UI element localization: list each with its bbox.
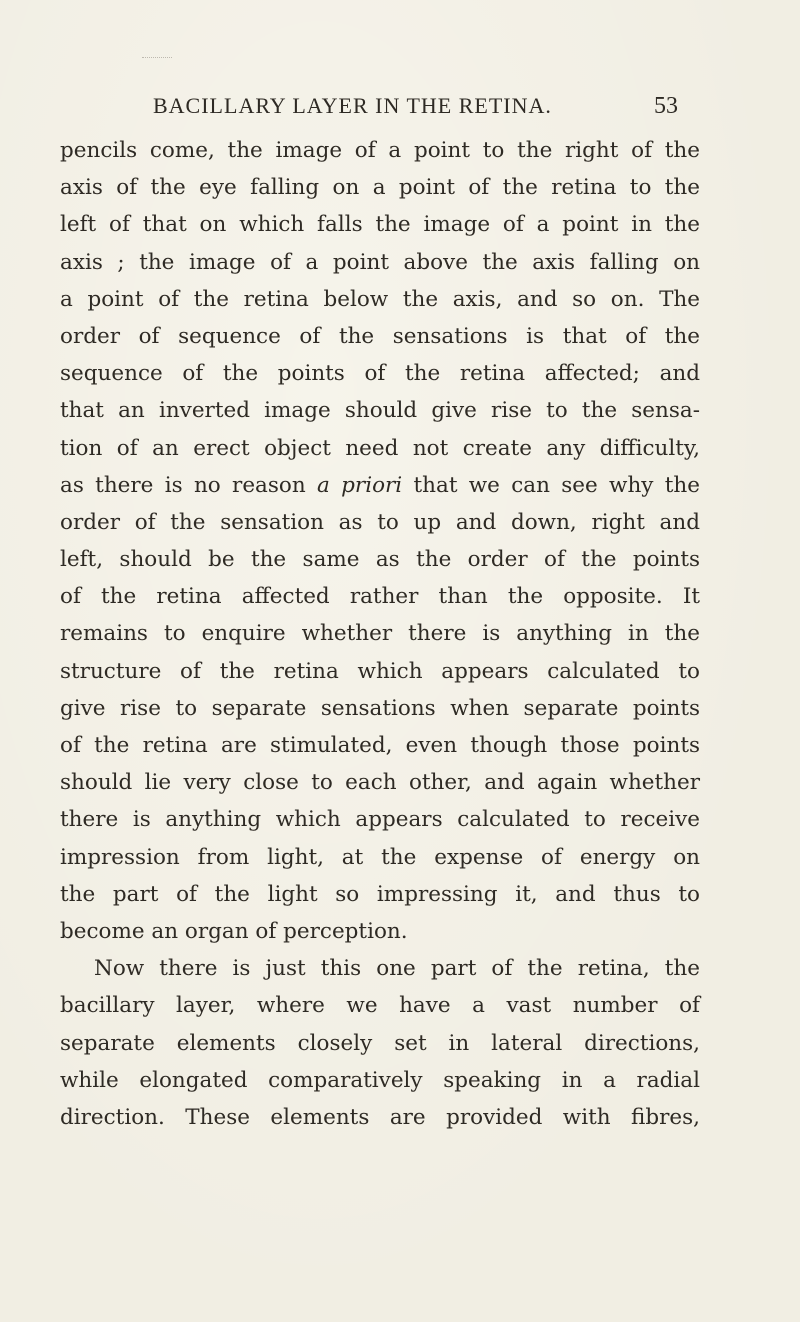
print-speck xyxy=(142,57,172,61)
text-line: there is anything which appears calculated to receive xyxy=(60,807,700,833)
text-line: sequence of the points of the retina affected; and xyxy=(60,361,700,387)
text-line: order of sequence of the sensations is that of the xyxy=(60,323,700,349)
text-line-paragraph-start: Now there is just this one part of the retina, the xyxy=(94,956,700,982)
text-line: axis of the eye falling on a point of the retina to the xyxy=(60,175,700,201)
text-line: of the retina are stimulated, even though those points xyxy=(60,733,700,758)
text-line: left of that on which falls the image of a point in the xyxy=(60,212,700,238)
text-line: a point of the retina below the axis, and so on. The xyxy=(60,286,700,312)
running-head: BACILLARY LAYER IN THE RETINA. xyxy=(153,93,552,118)
text-line: give rise to separate sensations when separate points xyxy=(60,695,700,721)
text-line: axis ; the image of a point above the axis falling on xyxy=(60,249,700,275)
text-line: direction. These elements are provided with fibres, xyxy=(60,1104,700,1130)
text-line: left, should be the same as the order of the points xyxy=(60,547,700,573)
text-line: structure of the retina which appears calculated to xyxy=(60,658,700,684)
text-line: bacillary layer, where we have a vast number of xyxy=(60,993,700,1019)
page-number: 53 xyxy=(654,93,678,119)
body-text xyxy=(60,132,700,1136)
text-line: order of the sensation as to up and down, right and xyxy=(60,509,700,535)
text-line: tion of an erect object need not create any difficulty, xyxy=(60,435,700,461)
text-segment: as there is no reason xyxy=(60,472,318,498)
text-line: the part of the light so impressing it, and thus to xyxy=(60,881,700,907)
text-line: of the retina affected rather than the opposite. It xyxy=(60,584,700,610)
text-line-paragraph-end: become an organ of perception. xyxy=(60,918,408,944)
text-segment: that we can see why the xyxy=(402,472,700,498)
text-line: impression from light, at the expense of energy on xyxy=(60,844,700,870)
italic-phrase: a priori xyxy=(317,472,403,498)
text-line: that an inverted image should give rise to the sensa- xyxy=(60,398,700,424)
text-line-with-italic xyxy=(60,467,700,504)
text-line: while elongated comparatively speaking in a radial xyxy=(60,1067,700,1093)
text-line: should lie very close to each other, and again whether xyxy=(60,770,700,796)
text-line: separate elements closely set in lateral directions, xyxy=(60,1030,700,1056)
text-line: remains to enquire whether there is anything in the xyxy=(60,621,700,647)
text-line: pencils come, the image of a point to the right of the xyxy=(60,138,700,163)
